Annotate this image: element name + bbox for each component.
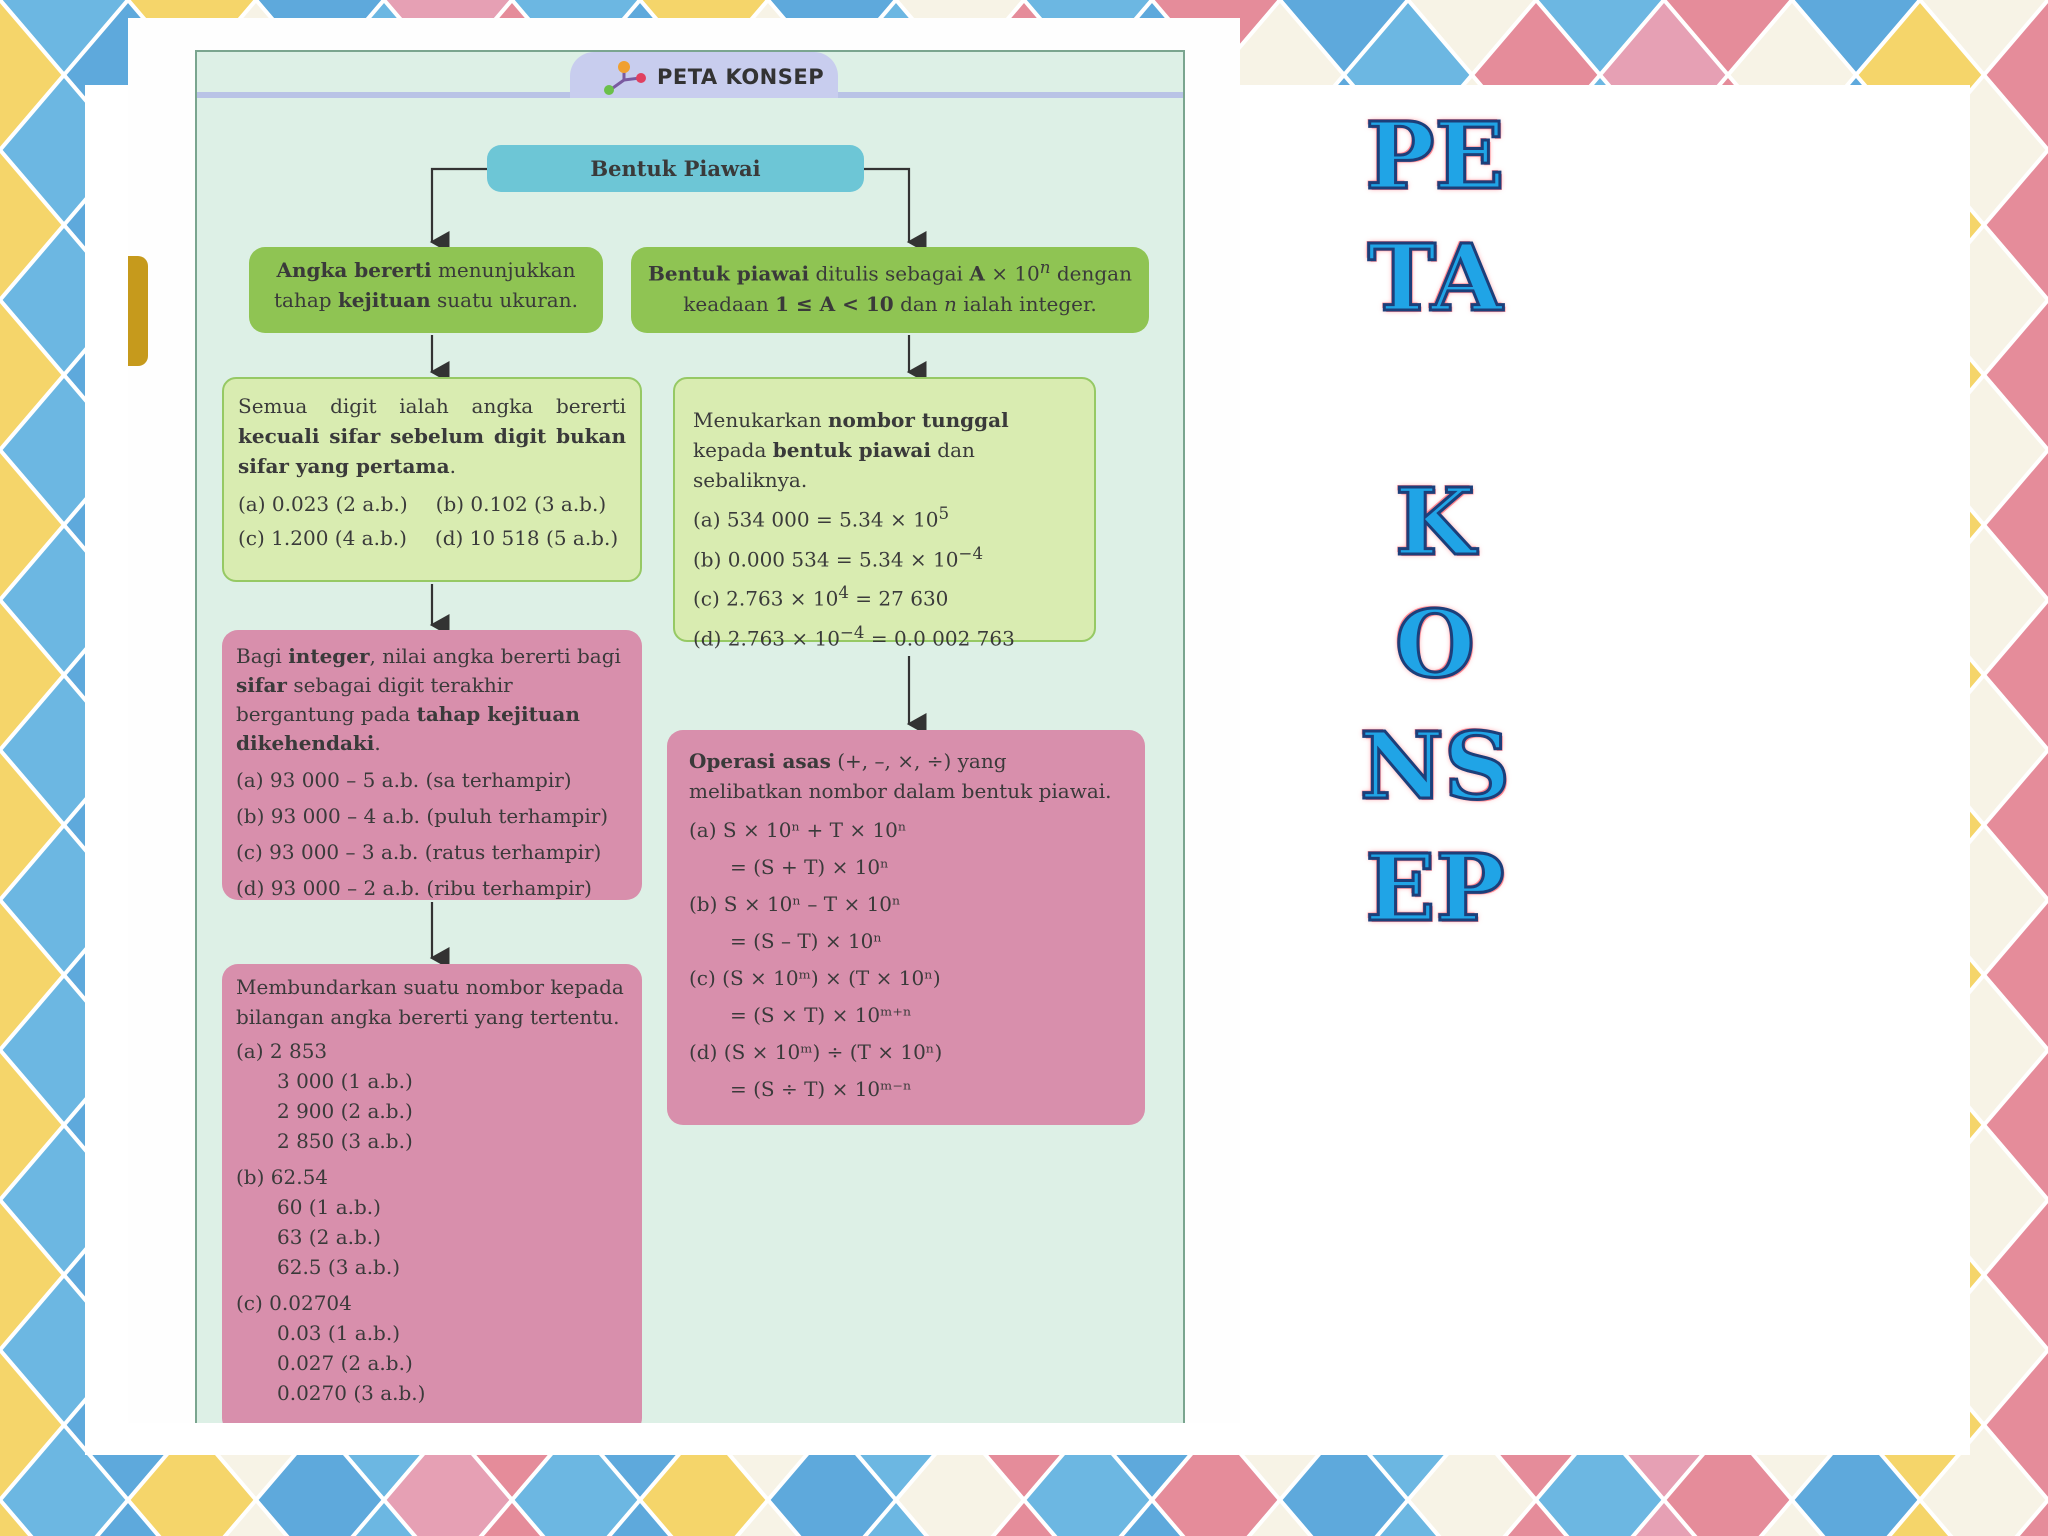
ops-d-1: (d) (S × 10ᵐ) ÷ (T × 10ⁿ) (689, 1040, 943, 1064)
conv-d-sup: −4 (839, 622, 865, 642)
ops-text: (+, –, ×, ÷) yang melibatkan nombor dalam bentuk piawai. (689, 749, 1112, 803)
node-standard-form-definition (631, 247, 1149, 333)
int-bold-1: integer (288, 644, 370, 668)
conv-a-text: (a) 534 000 = 5.34 × 10 (693, 507, 939, 532)
round-c-2: 0.027 (2 a.b.) (277, 1351, 413, 1375)
conv-b-text: (b) 0.000 534 = 5.34 × 10 (693, 547, 959, 572)
round-a-3: 2 850 (3 a.b.) (277, 1129, 413, 1153)
node-rounding (222, 964, 642, 1423)
rule-example-a: (a) 0.023 (2 a.b.) (238, 492, 408, 516)
int-bold-2: sifar (236, 673, 287, 697)
node-integer-significant-zero (222, 630, 642, 900)
conv-bold-2: bentuk piawai (772, 438, 931, 462)
conv-example-b (693, 539, 1076, 579)
ops-a-2: = (S + T) × 10ⁿ (730, 855, 889, 879)
def-std-text-5: dan (893, 291, 945, 316)
side-title-line-1: PE (1365, 102, 1505, 210)
arrow-root-left (432, 169, 487, 242)
rule-example-c: (c) 1.200 (4 a.b.) (238, 526, 407, 550)
page-tab-marker (128, 256, 148, 366)
conv-d-text-1: (d) 2.763 × 10 (693, 626, 840, 651)
def-sig-text-1: menunjukkan (431, 258, 576, 282)
conv-text-3: dan sebaliknya. (693, 438, 975, 492)
conv-d-text-2: = 0.0 002 763 (864, 626, 1015, 651)
round-c-1: 0.03 (1 a.b.) (277, 1321, 401, 1345)
conv-text-1: Menukarkan (693, 408, 828, 432)
def-std-sup: n (1039, 258, 1051, 277)
def-std-italic: n (944, 291, 957, 316)
int-example-a: (a) 93 000 – 5 a.b. (sa terhampir) (236, 768, 572, 792)
def-std-text-4: keadaan (683, 291, 776, 316)
round-b-1: 60 (1 a.b.) (277, 1195, 381, 1219)
conv-b-sup: −4 (958, 543, 984, 563)
node-conversion (673, 377, 1096, 651)
node-significant-figures-definition (249, 247, 603, 333)
side-title-line-2: TA (1367, 224, 1503, 332)
side-title (1350, 95, 1520, 949)
conv-c-sup: 4 (838, 583, 849, 603)
def-std-text-3: dengan (1050, 261, 1132, 286)
conv-text-2: kepada (693, 438, 773, 462)
round-intro: Membundarkan suatu nombor kepada bilangan angka bererti yang tertentu. (236, 975, 624, 1029)
round-a-number: (a) 2 853 (236, 1039, 328, 1063)
ops-b-1: (b) S × 10ⁿ – T × 10ⁿ (689, 892, 901, 916)
round-a-2: 2 900 (2 a.b.) (277, 1099, 413, 1123)
def-std-text-6: ialah integer. (956, 291, 1097, 316)
concept-map (195, 50, 1185, 1423)
def-std-bold-3: 1 ≤ A < 10 (775, 291, 894, 316)
int-text-3: sebagai digit terakhir bergantung pada (236, 673, 513, 726)
int-text-1: Bagi (236, 644, 289, 668)
ops-bold: Operasi asas (689, 749, 831, 773)
conv-example-d (693, 618, 1076, 658)
int-example-d: (d) 93 000 – 2 a.b. (ribu terhampir) (236, 876, 592, 900)
ops-c-1: (c) (S × 10ᵐ) × (T × 10ⁿ) (689, 966, 941, 990)
ops-a-1: (a) S × 10ⁿ + T × 10ⁿ (689, 818, 907, 842)
int-example-b: (b) 93 000 – 4 a.b. (puluh terhampir) (236, 804, 609, 828)
ops-c-2: = (S × T) × 10ᵐ⁺ⁿ (730, 1003, 912, 1027)
def-sig-text-2: tahap (274, 288, 338, 312)
node-significant-digit-rule (222, 377, 642, 582)
side-title-gap (1350, 339, 1520, 461)
def-sig-bold-2: kejituan (337, 288, 431, 312)
rule-example-d: (d) 10 518 (5 a.b.) (434, 526, 619, 550)
round-c-number: (c) 0.02704 (236, 1291, 352, 1315)
conv-example-c (693, 578, 1076, 618)
int-text-2: , nilai angka bererti bagi (369, 644, 621, 668)
node-standard-form: Bentuk Piawai (487, 145, 864, 192)
ops-b-2: = (S – T) × 10ⁿ (730, 929, 883, 953)
rule-example-b: (b) 0.102 (3 a.b.) (435, 492, 607, 516)
node-basic-operations (667, 730, 1145, 1125)
conv-c-text-2: = 27 630 (848, 586, 949, 611)
rule-bold: kecuali sifar sebelum digit bukan sifar yang pertama (238, 424, 626, 478)
int-text-4: . (374, 731, 381, 755)
rule-text-2: . (449, 454, 456, 478)
header-title: PETA KONSEP (657, 65, 825, 89)
round-c-3: 0.0270 (3 a.b.) (277, 1381, 426, 1405)
def-std-text-1: ditulis sebagai (809, 261, 970, 286)
side-title-line-5: NS (1359, 712, 1511, 820)
conv-bold-1: nombor tunggal (827, 408, 1009, 432)
round-b-2: 63 (2 a.b.) (277, 1225, 381, 1249)
side-title-line-3: K (1395, 468, 1475, 576)
arrow-root-right (864, 169, 909, 242)
round-b-3: 62.5 (3 a.b.) (277, 1255, 401, 1279)
ops-d-2: = (S ÷ T) × 10ᵐ⁻ⁿ (730, 1077, 912, 1101)
def-sig-text-3: suatu ukuran. (430, 288, 578, 312)
conv-example-a (693, 499, 1076, 539)
textbook-page (128, 18, 1240, 1423)
conv-a-sup: 5 (938, 504, 950, 523)
side-title-line-4: O (1394, 590, 1476, 698)
side-title-line-6: EP (1365, 834, 1505, 942)
rule-text-1: Semua digit ialah angka bererti (238, 394, 626, 418)
round-b-number: (b) 62.54 (236, 1165, 329, 1189)
def-sig-bold-1: Angka bererti (276, 258, 432, 282)
def-std-text-2: × 10 (984, 261, 1040, 286)
def-std-bold-1: Bentuk piawai (648, 261, 810, 286)
def-std-bold-2: A (969, 261, 985, 286)
int-bold-3: tahap kejituan dikehendaki (236, 702, 580, 755)
round-a-1: 3 000 (1 a.b.) (277, 1069, 413, 1093)
int-example-c: (c) 93 000 – 3 a.b. (ratus terhampir) (236, 840, 602, 864)
conv-c-text-1: (c) 2.763 × 10 (693, 586, 839, 611)
